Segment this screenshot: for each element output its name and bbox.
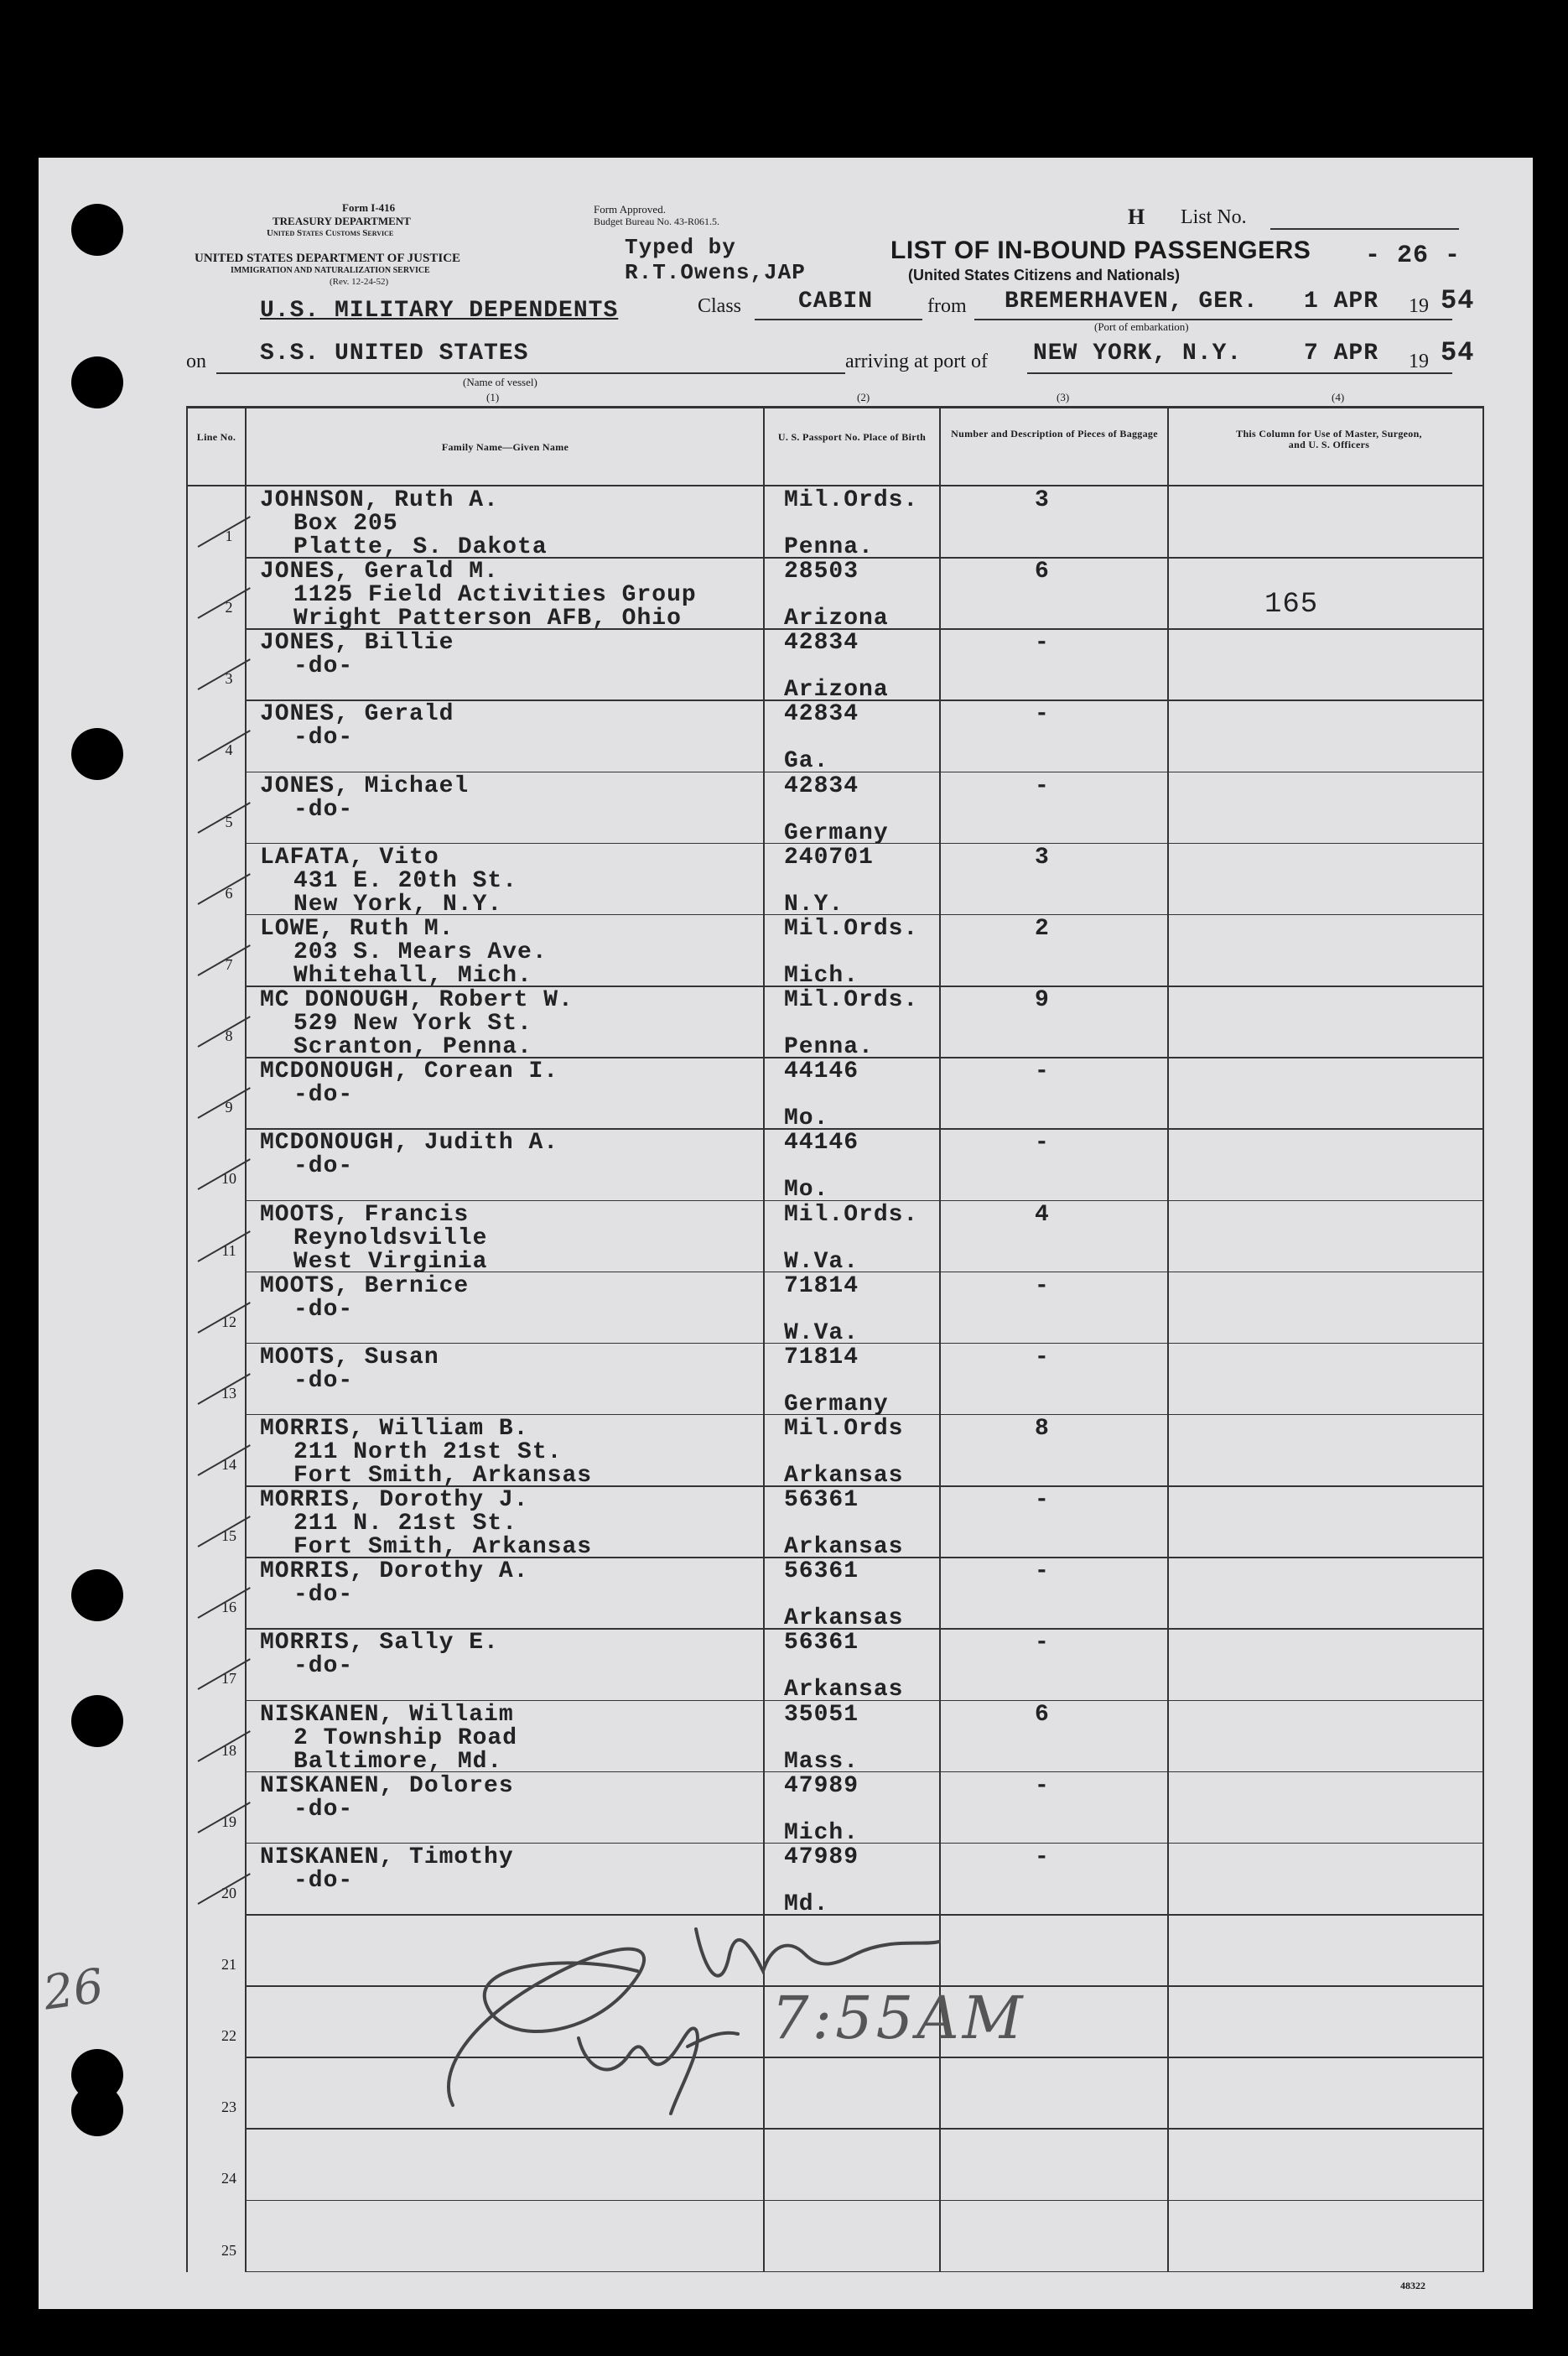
line-number: 15 [221, 1527, 236, 1545]
passenger-name: MCDONOUGH, Corean I. [260, 1058, 559, 1085]
class-field [755, 319, 922, 320]
line-number: 22 [221, 2027, 236, 2045]
place-of-birth: Penna. [784, 534, 874, 560]
passport-number: 240701 [784, 844, 874, 871]
place-of-birth: Arkansas [784, 1677, 904, 1703]
time-note: 7:55AM [771, 1984, 1026, 2052]
passenger-detail: Scranton, Penna. [293, 1034, 532, 1061]
passenger-detail: Box 205 [293, 511, 398, 537]
class-label: Class [698, 295, 742, 317]
passenger-detail: Fort Smith, Arkansas [293, 1462, 593, 1489]
column-divider [1167, 406, 1169, 2272]
passenger-name: MORRIS, Dorothy J. [260, 1487, 529, 1514]
punch-hole [71, 356, 123, 408]
line-number: 1 [225, 528, 233, 544]
passenger-name: MOOTS, Francis [260, 1201, 470, 1228]
place-of-birth: Mo. [784, 1105, 829, 1132]
passport-number: 28503 [784, 559, 859, 585]
passenger-detail: Reynoldsville [293, 1225, 488, 1251]
passenger-name: MC DONOUGH, Robert W. [260, 987, 574, 1014]
vessel-field [216, 372, 845, 374]
passenger-name: NISKANEN, Dolores [260, 1772, 514, 1799]
col-number-1: (1) [486, 391, 500, 403]
baggage-count: - [1035, 1272, 1050, 1299]
passenger-detail: 431 E. 20th St. [293, 867, 518, 894]
punch-hole [71, 1695, 123, 1747]
line-number: 18 [221, 1741, 236, 1759]
doj-title: UNITED STATES DEPARTMENT OF JUSTICE [195, 252, 461, 265]
place-of-birth: Mo. [784, 1177, 829, 1204]
baggage-count: - [1035, 772, 1050, 799]
passport-number: 71814 [784, 1344, 859, 1370]
list-no-field [1270, 228, 1459, 230]
passport-number: 44146 [784, 1130, 859, 1157]
passenger-name: MORRIS, Sally E. [260, 1630, 499, 1656]
passenger-detail: Wright Patterson AFB, Ohio [293, 606, 682, 632]
form-approved: Form Approved. [594, 203, 666, 216]
embarkation-year: 54 [1441, 285, 1475, 316]
passport-number: 47989 [784, 1772, 859, 1799]
passenger-detail: -do- [293, 1653, 354, 1680]
line-number: 23 [221, 2099, 236, 2116]
col-number-3: (3) [1057, 391, 1070, 403]
place-of-birth: W.Va. [784, 1319, 859, 1346]
passenger-detail: -do- [293, 1582, 354, 1609]
line-number: 19 [221, 1813, 236, 1830]
passenger-name: JOHNSON, Ruth A. [260, 487, 499, 513]
baggage-count: - [1035, 1130, 1050, 1157]
from-label: from [927, 295, 967, 317]
col-header-passport: U. S. Passport No. Place of Birth [777, 431, 927, 443]
passenger-name: MORRIS, William B. [260, 1415, 529, 1442]
line-number: 21 [221, 1956, 236, 1973]
baggage-count: 8 [1035, 1415, 1050, 1442]
baggage-count: 2 [1035, 915, 1050, 942]
passenger-name: LOWE, Ruth M. [260, 915, 454, 942]
passenger-detail: -do- [293, 1082, 354, 1109]
line-number: 4 [225, 741, 233, 759]
baggage-count: - [1035, 1344, 1050, 1370]
arrival-date: 7 APR [1304, 341, 1379, 367]
passenger-name: MOOTS, Susan [260, 1344, 439, 1370]
form-number: Form I-416 [342, 201, 396, 214]
passenger-detail: 2 Township Road [293, 1724, 518, 1751]
passenger-name: NISKANEN, Willaim [260, 1701, 514, 1728]
budget-bureau: Budget Bureau No. 43-R061.5. [594, 216, 719, 227]
passenger-detail: -do- [293, 725, 354, 752]
line-number: 16 [221, 1599, 236, 1616]
passenger-detail: Whitehall, Mich. [293, 962, 532, 989]
group-label: U.S. MILITARY DEPENDENTS [260, 298, 619, 324]
passport-number: 56361 [784, 1487, 859, 1514]
passenger-detail: 211 N. 21st St. [293, 1511, 518, 1537]
place-of-birth: Arkansas [784, 1605, 904, 1632]
passport-number: 56361 [784, 1558, 859, 1585]
passport-number: 47989 [784, 1844, 859, 1870]
line-number: 5 [225, 813, 233, 830]
passenger-name: LAFATA, Vito [260, 844, 439, 871]
punch-hole [71, 204, 123, 256]
line-number: 25 [221, 2241, 236, 2259]
place-of-birth: Arkansas [784, 1462, 904, 1489]
vessel-caption: (Name of vessel) [463, 376, 537, 388]
margin-note: 26 [39, 1958, 107, 2021]
row-rule [247, 2128, 1482, 2130]
place-of-birth: Mass. [784, 1748, 859, 1775]
passenger-name: MCDONOUGH, Judith A. [260, 1130, 559, 1157]
place-of-birth: Arizona [784, 677, 889, 704]
table-top-border [186, 406, 1484, 408]
passport-number: Mil.Ords [784, 1415, 904, 1442]
table-right-border [1482, 406, 1484, 2272]
passenger-detail: West Virginia [293, 1248, 488, 1275]
year-prefix: 19 [1409, 351, 1429, 372]
place-of-birth: Arizona [784, 606, 889, 632]
passport-number: 42834 [784, 630, 859, 657]
passenger-detail: Fort Smith, Arkansas [293, 1534, 593, 1561]
passenger-name: MORRIS, Dorothy A. [260, 1558, 529, 1585]
passenger-detail: -do- [293, 1367, 354, 1394]
list-letter: H [1128, 205, 1145, 229]
class-value: CABIN [798, 289, 874, 315]
officer-number: 165 [1264, 589, 1319, 621]
passenger-detail: -do- [293, 1796, 354, 1823]
baggage-count: - [1035, 1630, 1050, 1656]
year-prefix: 19 [1409, 295, 1429, 317]
passenger-detail: -do- [293, 1296, 354, 1323]
column-divider [245, 406, 247, 2272]
typed-by-label: Typed by [625, 235, 736, 260]
baggage-count: - [1035, 1487, 1050, 1514]
embarkation-date: 1 APR [1304, 289, 1379, 315]
col-number-2: (2) [857, 391, 870, 403]
punch-hole [71, 1569, 123, 1621]
treasury-dept: TREASURY DEPARTMENT [273, 215, 411, 227]
place-of-birth: N.Y. [784, 891, 844, 918]
passport-number: 56361 [784, 1630, 859, 1656]
passenger-detail: Baltimore, Md. [293, 1748, 503, 1775]
typed-by-name: R.T.Owens,JAP [625, 260, 806, 285]
place-of-birth: Md. [784, 1891, 829, 1917]
col-header-officers: This Column for Use of Master, Surgeon, and U. S. Officers [1236, 428, 1422, 450]
passport-number: 42834 [784, 701, 859, 728]
place-of-birth: Mich. [784, 962, 859, 989]
baggage-count: - [1035, 701, 1050, 728]
passport-number: 44146 [784, 1058, 859, 1085]
place-of-birth: Ga. [784, 748, 829, 775]
row-rule [247, 2271, 1482, 2273]
line-number: 12 [221, 1313, 236, 1330]
line-number: 10 [221, 1170, 236, 1188]
place-of-birth: W.Va. [784, 1248, 859, 1275]
customs-service: United States Customs Service [267, 228, 394, 238]
arrival-field [1027, 372, 1452, 374]
baggage-count: 6 [1035, 1701, 1050, 1728]
line-number: 24 [221, 2170, 236, 2187]
passenger-detail: -do- [293, 1867, 354, 1894]
on-label: on [186, 351, 206, 372]
passport-number: Mil.Ords. [784, 987, 919, 1014]
passenger-name: JONES, Michael [260, 772, 470, 799]
ins-title: IMMIGRATION AND NATURALIZATION SERVICE [231, 266, 430, 275]
revision: (Rev. 12-24-52) [330, 277, 389, 287]
list-no-label: List No. [1181, 206, 1247, 228]
passenger-detail: 211 North 21st St. [293, 1438, 563, 1465]
col-header-baggage: Number and Description of Pieces of Baggage [951, 428, 1158, 439]
col-header-name: Family Name—Given Name [441, 441, 569, 453]
passenger-name: MOOTS, Bernice [260, 1272, 470, 1299]
passport-number: Mil.Ords. [784, 487, 919, 513]
place-of-birth: Arkansas [784, 1534, 904, 1561]
footer-code: 48322 [1400, 2280, 1425, 2291]
line-number: 13 [221, 1384, 236, 1402]
baggage-count: 3 [1035, 487, 1050, 513]
arriving-label: arriving at port of [845, 351, 988, 372]
passport-number: 42834 [784, 772, 859, 799]
line-number: 3 [225, 670, 233, 688]
col-number-4: (4) [1332, 391, 1345, 403]
punch-hole [71, 2084, 123, 2136]
passenger-detail: -do- [293, 653, 354, 680]
line-number: 20 [221, 1884, 236, 1901]
page-number: - 26 - [1365, 242, 1462, 270]
embarkation-port: BREMERHAVEN, GER. [1005, 289, 1259, 315]
header-rule [186, 485, 1484, 486]
passenger-name: NISKANEN, Timothy [260, 1844, 514, 1870]
baggage-count: - [1035, 1058, 1050, 1085]
passenger-name: JONES, Gerald M. [260, 559, 499, 585]
baggage-count: 6 [1035, 559, 1050, 585]
place-of-birth: Mich. [784, 1819, 859, 1846]
passport-number: 71814 [784, 1272, 859, 1299]
place-of-birth: Penna. [784, 1034, 874, 1061]
port-embark-caption: (Port of embarkation) [1094, 320, 1189, 333]
arrival-year: 54 [1441, 337, 1475, 368]
place-of-birth: Germany [784, 819, 889, 846]
passenger-detail: 1125 Field Activities Group [293, 582, 697, 609]
line-number: 7 [225, 955, 233, 973]
passenger-name: JONES, Gerald [260, 701, 454, 728]
arrival-port: NEW YORK, N.Y. [1033, 341, 1243, 367]
vessel-name: S.S. UNITED STATES [260, 341, 529, 367]
line-number: 6 [225, 884, 233, 902]
line-number: 11 [221, 1241, 236, 1259]
passport-number: Mil.Ords. [784, 915, 919, 942]
baggage-count: 3 [1035, 844, 1050, 871]
table-left-border [186, 406, 188, 2272]
passenger-detail: -do- [293, 1153, 354, 1180]
baggage-count: - [1035, 630, 1050, 657]
line-number: 17 [221, 1670, 236, 1688]
line-number: 9 [225, 1099, 233, 1116]
passenger-detail: New York, N.Y. [293, 891, 503, 918]
baggage-count: - [1035, 1772, 1050, 1799]
punch-hole [71, 728, 123, 780]
line-number: 8 [225, 1027, 233, 1045]
passenger-name: JONES, Billie [260, 630, 454, 657]
baggage-count: 4 [1035, 1201, 1050, 1228]
place-of-birth: Germany [784, 1391, 889, 1417]
passport-number: Mil.Ords. [784, 1201, 919, 1228]
baggage-count: - [1035, 1558, 1050, 1585]
line-number: 2 [225, 599, 233, 616]
form-subtitle: (United States Citizens and Nationals) [908, 267, 1181, 283]
baggage-count: 9 [1035, 987, 1050, 1014]
baggage-count: - [1035, 1844, 1050, 1870]
col-header-line: Line No. [196, 431, 236, 443]
handwritten-signature [419, 1904, 989, 2122]
passenger-detail: -do- [293, 796, 354, 823]
form-title: LIST OF IN-BOUND PASSENGERS [890, 237, 1311, 264]
passenger-detail: 203 S. Mears Ave. [293, 939, 548, 965]
from-field [974, 319, 1452, 320]
passenger-detail: Platte, S. Dakota [293, 534, 548, 560]
passenger-detail: 529 New York St. [293, 1011, 532, 1038]
line-number: 14 [221, 1455, 236, 1473]
row-rule [247, 2200, 1482, 2202]
passport-number: 35051 [784, 1701, 859, 1728]
